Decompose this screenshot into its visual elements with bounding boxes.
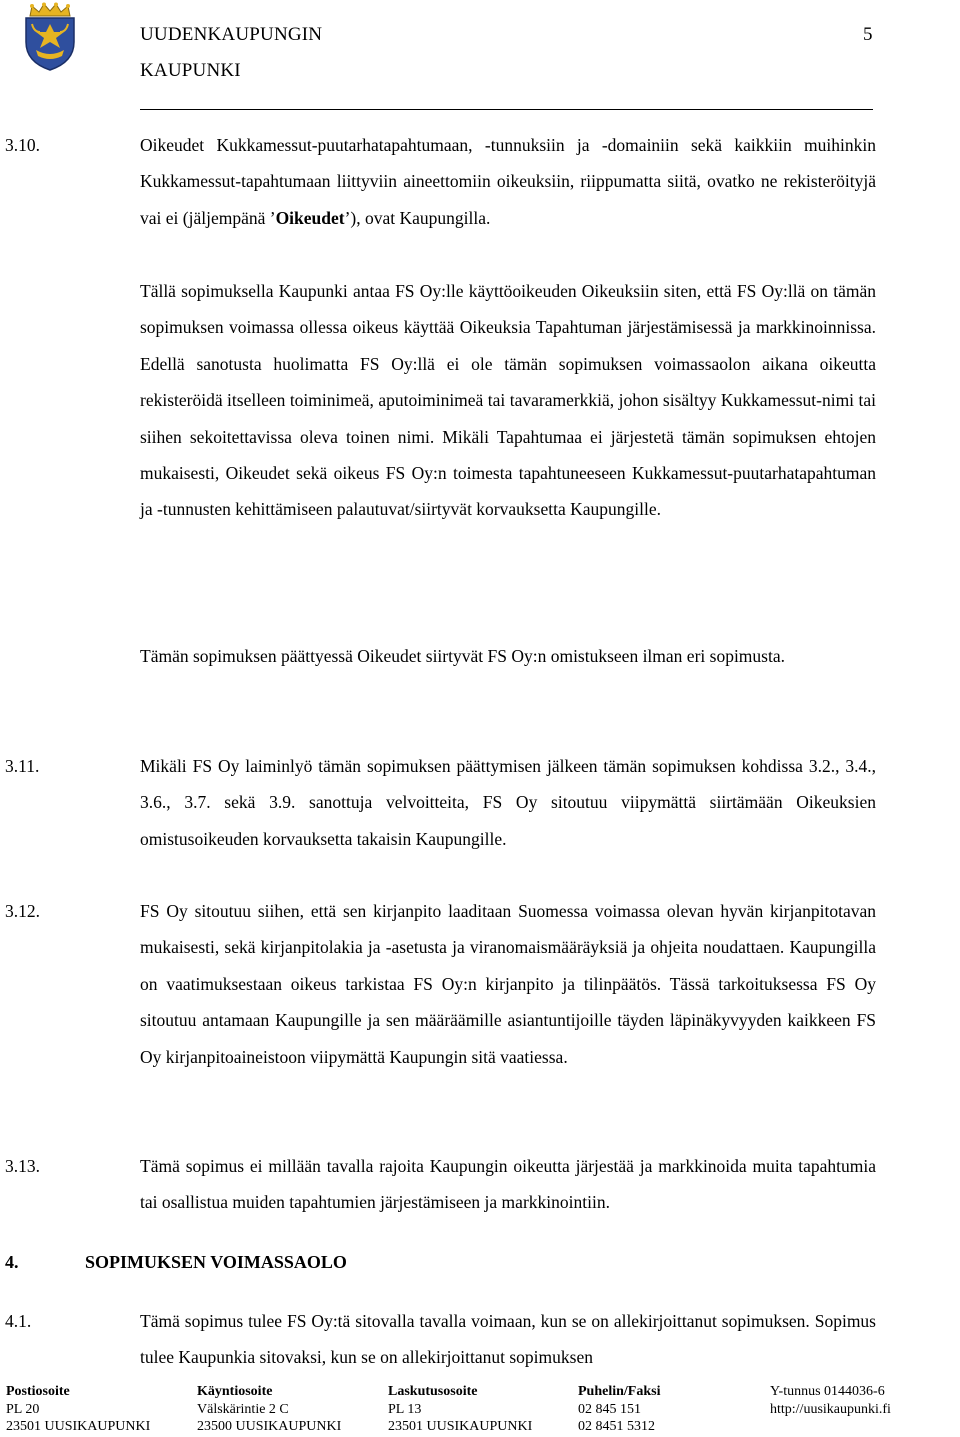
section-number-3-10: 3.10. xyxy=(5,135,40,155)
paragraph-text: ’), ovat Kaupungilla. xyxy=(344,207,491,228)
footer-heading: Postiosoite xyxy=(6,1384,70,1399)
section-number-3-13: 3.13. xyxy=(5,1156,40,1176)
section-3-10-paragraph-2: Tällä sopimuksella Kaupunki antaa FS Oy:lle käyttöoikeuden Oikeuksiin siten, että FS Oy:llä on tämän sopimuksen voimassa ollessa oikeus käyttää Oikeuksia Tapahtuman järjestämisessä ja markkinoinnissa. Edellä sanotusta huolimatta FS Oy:llä ei ole tämän sopimuksen voimassaolon aikana oikeutta rekisteröidä itselleen toiminimeä, aputoiminimeä tai tavaramerkkiä, johon sisältyy Kukkamessut-nimi tai siihen sekoitettavissa oleva toinen nimi. Mikäli Tapahtumaa ei järjestetä tämän sopimuksen ehtojen mukaisesti, Oikeudet sekä oikeus FS Oy:n toimesta tapahtuneeseen Kukkamessut-puutarhatapahtuman ja -tunnusten kehittämiseen palautuvat/siirtyvät korvauksetta Kaupungille. xyxy=(140,281,876,520)
footer-heading: Puhelin/Faksi xyxy=(578,1384,661,1399)
footer-heading: Käyntiosoite xyxy=(197,1384,273,1399)
business-id: Y-tunnus 0144036-6 xyxy=(770,1384,885,1399)
website-link[interactable]: http://uusikaupunki.fi xyxy=(770,1401,891,1417)
section-4-1-paragraph: Tämä sopimus tulee FS Oy:tä sitovalla tavalla voimaan, kun se on allekirjoittanut sopimuksen. Sopimus tulee Kaupunkia sitovaksi, kun se on allekirjoittanut sopimuksen xyxy=(140,1311,876,1368)
section-number-3-11: 3.11. xyxy=(5,756,40,776)
footer-heading: Laskutusosoite xyxy=(388,1384,478,1399)
coat-of-arms-icon xyxy=(22,2,78,72)
section-3-11-paragraph: Mikäli FS Oy laiminlyö tämän sopimuksen päättymisen jälkeen tämän sopimuksen kohdissa 3.2., 3.4., 3.6., 3.7. sekä 3.9. sanottuja velvoitteita, FS Oy sitoutuu viipymättä siirtämään Oikeuksien omistusoikeuden korvauksetta takaisin Kaupungille. xyxy=(140,756,876,849)
section-number-3-12: 3.12. xyxy=(5,901,40,921)
footer-line: 02 8451 5312 xyxy=(578,1419,655,1434)
defined-term-oikeudet: Oikeudet xyxy=(275,207,345,228)
footer-line: Välskärintie 2 C xyxy=(197,1401,289,1417)
footer-line: 23500 UUSIKAUPUNKI xyxy=(197,1419,342,1434)
header-divider xyxy=(140,109,873,110)
section-number-4-1: 4.1. xyxy=(5,1311,32,1331)
organization-name-line1: UUDENKAUPUNGIN xyxy=(140,24,323,45)
section-3-10-paragraph-1 xyxy=(140,127,876,236)
section-heading: SOPIMUKSEN VOIMASSAOLO xyxy=(85,1252,347,1272)
footer-line: 02 845 151 xyxy=(578,1401,641,1417)
paragraph-text: Oikeudet Kukkamessut-puutarhatapahtumaan, -tunnuksiin ja -domainiin sekä kaikkiin muihinkin Kukkamessut-tapahtumaan liittyviin aineettomiin oikeuksiin, riippumatta siitä, ovatko ne rekisteröityjä vai ei (jäljempänä ’ xyxy=(140,135,876,228)
footer-billing-address xyxy=(388,1383,532,1436)
heading-number-4: 4. xyxy=(5,1252,19,1272)
section-3-12-paragraph: FS Oy sitoutuu siihen, että sen kirjanpito laaditaan Suomessa voimassa olevan hyvän kirjanpitotavan mukaisesti, sekä kirjanpitolakia ja -asetusta ja viranomaismääräyksiä ja ohjeita noudattaen. Kaupungilla on vaatimuksestaan oikeus tarkistaa FS Oy:n kirjanpito ja tilinpäätös. Tässä tarkoituksessa FS Oy sitoutuu antamaan Kaupungille ja sen määräämille asiantuntijoille täyden läpinäkyvyyden kaikkeen FS Oy kirjanpitoaineistoon viipymättä Kaupungin sitä vaatiessa. xyxy=(140,901,876,1067)
footer-line: PL 13 xyxy=(388,1401,422,1417)
footer-line: 23501 UUSIKAUPUNKI xyxy=(388,1419,533,1434)
footer-business-id xyxy=(770,1383,891,1418)
organization-name-line2: KAUPUNKI xyxy=(140,60,241,81)
footer-visiting-address xyxy=(197,1383,341,1436)
section-3-13-paragraph: Tämä sopimus ei millään tavalla rajoita Kaupungin oikeutta järjestää ja markkinoida muita tapahtumia tai osallistua muiden tapahtumien järjestämiseen ja markkinointiin. xyxy=(140,1156,876,1213)
footer-line: 23501 UUSIKAUPUNKI xyxy=(6,1419,151,1434)
section-3-10-paragraph-3: Tämän sopimuksen päättyessä Oikeudet siirtyvät FS Oy:n omistukseen ilman eri sopimusta. xyxy=(140,646,785,666)
page-number: 5 xyxy=(863,24,873,45)
footer-line: PL 20 xyxy=(6,1401,40,1417)
footer-postal-address xyxy=(6,1383,150,1436)
footer-phone-fax xyxy=(578,1383,660,1436)
